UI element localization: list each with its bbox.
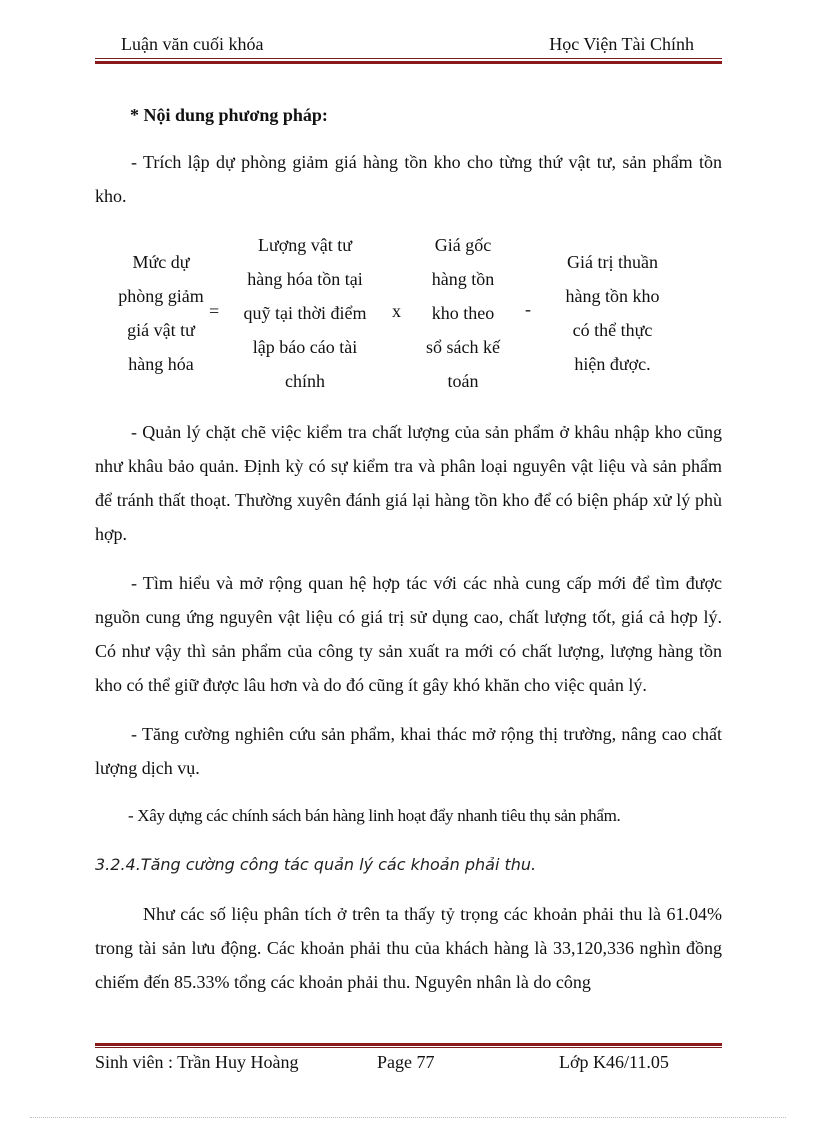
formula-col3-line: sổ sách kế [426,337,500,357]
formula-col4-line: có thể thực [572,320,653,340]
formula-col-2 [235,228,375,398]
formula-col2-line: quỹ tại thời điểm [243,303,367,323]
footer-rule-thick [95,1043,722,1046]
bottom-dotted-line [30,1117,786,1118]
formula-equals: = [209,301,220,321]
formula-col3-line: toán [447,371,479,391]
section-heading: 3.2.4.Tăng cường công tác quản lý các khoản phải thu. [95,855,537,874]
formula-col2-line: chính [285,371,325,391]
footer-page-number: Page 77 [377,1052,435,1072]
formula-col1-line: Mức dự [132,252,190,272]
page-header [95,30,722,60]
formula-col2-line: lập báo cáo tài [252,337,358,357]
footer-student: Sinh viên : Trần Huy Hoàng [95,1052,299,1072]
paragraph-4: - Tăng cường nghiên cứu sản phẩm, khai thác mở rộng thị trường, nâng cao chất lượng dịch vụ. [95,724,722,778]
formula-col1-line: hàng hóa [128,354,194,374]
footer-rule-thin [95,1047,722,1048]
formula-col3-line: kho theo [431,303,495,323]
formula-col-4 [545,245,680,381]
formula-col3-line: Giá gốc [434,235,492,255]
formula-col-3 [413,228,513,398]
formula-col-1 [95,245,227,381]
paragraph-6: Như các số liệu phân tích ở trên ta thấy tỷ trọng các khoản phải thu là 61.04% trong tài sản lưu động. Các khoản phải thu của khách hàng là 33,120,336 nghìn đồng chiếm đến 85.33% tổng các khoản phải thu. Nguyên nhân là do công [95,904,722,992]
formula-col1-line: phòng giảm [118,286,204,306]
formula-col2-line: hàng hóa tồn tại [247,269,363,289]
formula-times: x [392,301,401,321]
paragraph-2: - Quản lý chặt chẽ việc kiểm tra chất lượng của sản phẩm ở khâu nhập kho cũng như khâu bảo quản. Định kỳ có sự kiểm tra và phân loại nguyên vật liệu và sản phẩm để tránh thất thoạt. Thường xuyên đánh giá lại hàng tồn kho để có biện pháp xử lý phù hợp. [95,422,722,544]
header-left-title: Luận văn cuối khóa [121,34,264,54]
formula-col1-line: giá vật tư [127,320,195,340]
formula-col4-line: Giá trị thuần [567,252,658,272]
paragraph-5: - Xây dựng các chính sách bán hàng linh hoạt đẩy nhanh tiêu thụ sản phẩm. [128,806,621,825]
method-heading: * Nội dung phương pháp: [130,105,328,125]
header-rule-thin [95,58,722,59]
header-right-title: Học Viện Tài Chính [549,34,694,54]
header-rule-thick [95,61,722,64]
footer-class: Lớp K46/11.05 [559,1052,669,1072]
formula-col4-line: hàng tồn kho [565,286,660,306]
formula-block [95,228,722,396]
formula-col2-line: Lượng vật tư [257,235,353,255]
formula-col3-line: hàng tồn [431,269,495,289]
paragraph-3: - Tìm hiểu và mở rộng quan hệ hợp tác với các nhà cung cấp mới để tìm được nguồn cung ứng nguyên vật liệu có giá trị sử dụng cao, chất lượng tốt, giá cả hợp lý. Có như vậy thì sản phẩm của công ty sản xuất ra mới có chất lượng, lượng hàng tồn kho có thể giữ được lâu hơn và do đó cũng ít gây khó khăn cho việc quản lý. [95,573,722,695]
formula-col4-line: hiện được. [574,354,651,374]
paragraph-1: - Trích lập dự phòng giảm giá hàng tồn kho cho từng thứ vật tư, sản phẩm tồn kho. [95,152,722,206]
formula-minus: - [525,299,531,319]
